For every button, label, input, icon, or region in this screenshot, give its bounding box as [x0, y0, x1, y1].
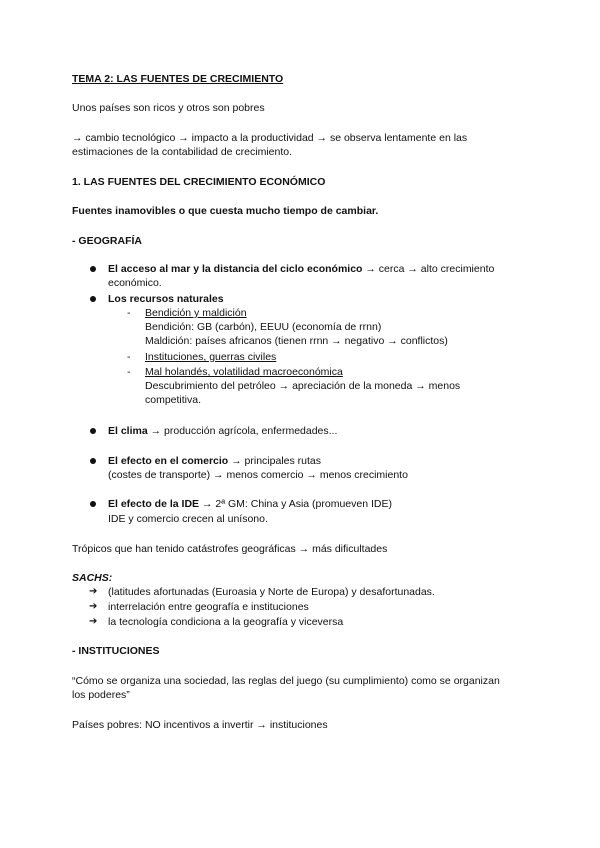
sub-petroleo-cont: competitiva.	[145, 394, 202, 406]
bullet-bold-text: El clima	[108, 425, 148, 437]
summary-line-2: estimaciones de la contabilidad de crecimiento.	[72, 146, 293, 158]
arrow-bullet-icon: ➔	[89, 616, 98, 627]
section-heading: 1. LAS FUENTES DEL CRECIMIENTO ECONÓMICO	[72, 176, 326, 188]
bullet-icon	[90, 266, 96, 272]
arrow-bullet-icon: ➔	[89, 586, 98, 597]
quote-line-1: “Cómo se organiza una sociedad, las reglas del juego (su cumplimiento) como se organizan	[72, 675, 500, 687]
sachs-item: interrelación entre geografía e instituciones	[108, 601, 309, 613]
sub-bendicion-maldicion: Bendición y maldición	[145, 307, 247, 319]
sachs-heading: SACHS:	[72, 572, 113, 584]
dash-marker: -	[127, 366, 131, 378]
bullet-ide	[108, 497, 392, 511]
bullet-icon	[90, 458, 96, 464]
bullet-text: → producción agrícola, enfermedades...	[147, 425, 338, 437]
bullet-text: → 2ª GM: China y Asia (promueven IDE)	[199, 498, 392, 510]
bullet-text: → principales rutas	[228, 455, 322, 467]
bullet-bold-text: El acceso al mar y la distancia del ciclo económico	[108, 263, 363, 275]
bullet-bold-text: El efecto en el comercio	[108, 455, 229, 467]
bullet-text: → cerca → alto crecimiento	[362, 263, 495, 275]
intro-text: Unos países son ricos y otros son pobres	[72, 102, 265, 114]
fuentes-subheading: Fuentes inamovibles o que cuesta mucho tiempo de cambiar.	[72, 205, 379, 217]
sub-instituciones: Instituciones, guerras civiles	[145, 351, 277, 363]
bullet-comercio	[108, 454, 321, 468]
sachs-item: la tecnología condiciona a la geografía y viceversa	[108, 616, 344, 628]
sachs-item: (latitudes afortunadas (Euroasia y Norte de Europa) y desafortunadas.	[108, 586, 435, 598]
arrow-bullet-icon: ➔	[89, 601, 98, 612]
instituciones-heading: - INSTITUCIONES	[72, 645, 160, 657]
sub-maldicion-text: Maldición: países africanos (tienen rrnn → negativo → conflictos)	[145, 335, 448, 347]
geografia-heading: - GEOGRAFÍA	[72, 235, 142, 247]
bullet-continuation: (costes de transporte) → menos comercio → menos crecimiento	[108, 469, 408, 481]
bullet-icon	[90, 501, 96, 507]
bullet-clima	[108, 424, 337, 438]
summary-line-1: → cambio tecnológico → impacto a la productividad → se observa lentamente en las	[72, 132, 468, 144]
paises-pobres-text: Países pobres: NO incentivos a invertir → instituciones	[72, 719, 328, 731]
bullet-bold-text: El efecto de la IDE	[108, 498, 200, 510]
bullet-icon	[90, 428, 96, 434]
dash-marker: -	[127, 307, 131, 319]
dash-marker: -	[127, 351, 131, 363]
tropicos-text: Trópicos que han tenido catástrofes geográficas → más dificultades	[72, 543, 388, 555]
quote-line-2: los poderes”	[72, 689, 130, 701]
sub-petroleo-text: Descubrimiento del petróleo → apreciación de la moneda → menos	[145, 380, 461, 392]
page-title: TEMA 2: LAS FUENTES DE CRECIMIENTO	[72, 73, 284, 85]
sub-bendicion-text: Bendición: GB (carbón), EEUU (economía de rrnn)	[145, 321, 382, 333]
bullet-icon	[90, 296, 96, 302]
bullet-continuation: económico.	[108, 277, 162, 289]
sub-mal-holandes: Mal holandés, volatilidad macroeconómica	[145, 366, 343, 378]
bullet-recursos-naturales: Los recursos naturales	[108, 293, 224, 305]
bullet-continuation: IDE y comercio crecen al unísono.	[108, 513, 268, 525]
bullet-acceso-mar	[108, 262, 494, 276]
